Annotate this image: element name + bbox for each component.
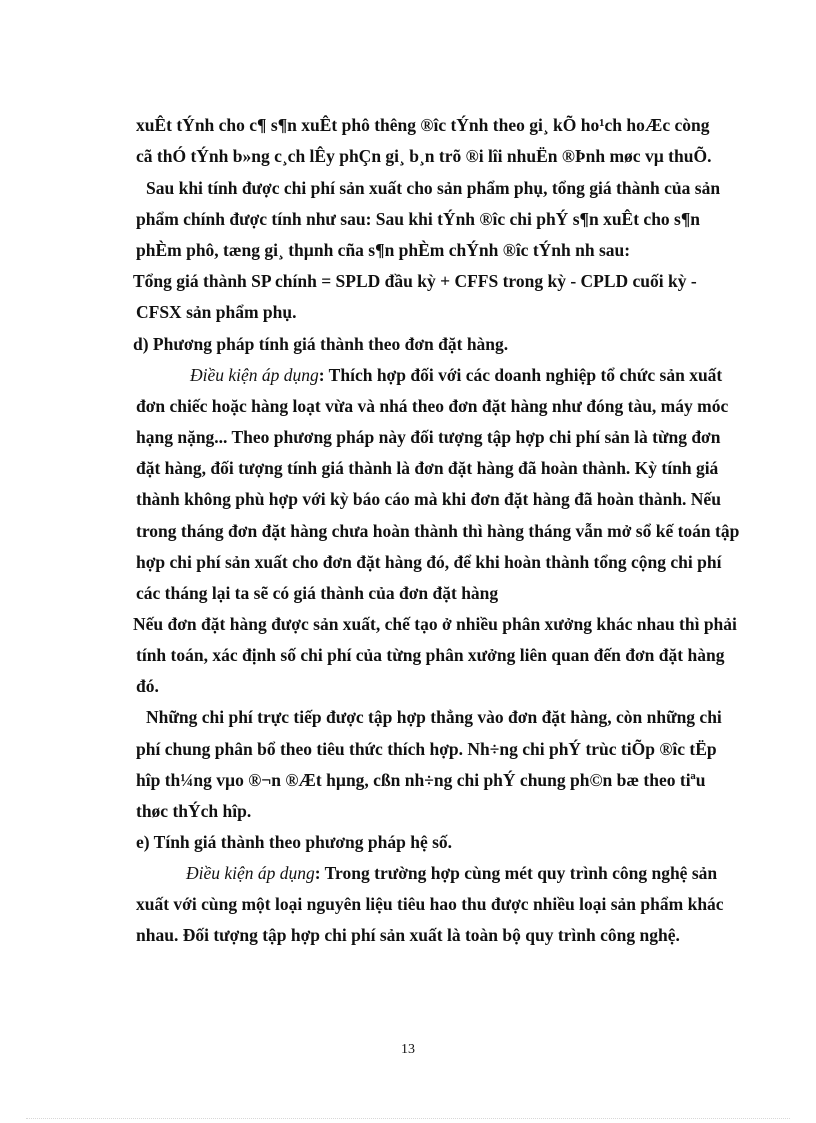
text-line: xuất với cùng một loại nguyên liệu tiêu hao thu được nhiều loại sản phẩm khác xyxy=(136,894,724,914)
text-line: phí chung phân bổ theo tiêu thức thích hợp. Nh÷ng chi phÝ trùc tiÕp ®îc tËp xyxy=(136,739,717,759)
text-line: phÈm phô, tæng gi¸ thµnh cña s¶n phÈm chÝnh ®îc tÝnh nh sau: xyxy=(136,240,631,260)
text-line: hîp th¼ng vµo ®¬n ®Æt hµng, cßn nh÷ng chi phÝ chung ph©n bæ theo tiªu xyxy=(136,770,706,790)
text-line: Nếu đơn đặt hàng được sản xuất, chế tạo ở nhiều phân xưởng khác nhau thì phải xyxy=(133,614,737,634)
text-line: cã thÓ tÝnh b»ng c¸ch lÊy phÇn gi¸ b¸n trõ ®i lîi nhuËn ®Þnh møc vµ thuÕ. xyxy=(136,146,712,166)
section-heading: e) Tính giá thành theo phương pháp hệ số. xyxy=(136,832,453,852)
text-line: Những chi phí trực tiếp được tập hợp thẳng vào đơn đặt hàng, còn những chi xyxy=(146,707,722,727)
text-line xyxy=(186,862,717,884)
text-line: các tháng lại ta sẽ có giá thành của đơn đặt hàng xyxy=(136,583,499,603)
text-line: CFSX sản phẩm phụ. xyxy=(136,302,297,322)
text-line: đặt hàng, đối tượng tính giá thành là đơn đặt hàng đã hoàn thành. Kỳ tính giá xyxy=(136,458,719,478)
text-line: đơn chiếc hoặc hàng loạt vừa và nhá theo đơn đặt hàng như đóng tàu, máy móc xyxy=(136,396,729,416)
text-line xyxy=(190,364,722,386)
text-line: thøc thÝch hîp. xyxy=(136,801,252,821)
text-line: phẩm chính được tính như sau: Sau khi tÝnh ®îc chi phÝ s¶n xuÊt cho s¶n xyxy=(136,209,701,229)
text-line: thành không phù hợp với kỳ báo cáo mà khi đơn đặt hàng đã hoàn thành. Nếu xyxy=(136,489,721,509)
text-line: trong tháng đơn đặt hàng chưa hoàn thành thì hàng tháng vẫn mở sổ kế toán tập xyxy=(136,521,740,541)
text-span: : Trong trường hợp cùng mét quy trình công nghệ sản xyxy=(314,863,718,883)
text-line: hạng nặng... Theo phương pháp này đối tượng tập hợp chi phí sản là từng đơn xyxy=(136,427,721,447)
footer-divider xyxy=(26,1118,790,1119)
text-line: Tổng giá thành SP chính = SPLD đầu kỳ + CFFS trong kỳ - CPLD cuối kỳ - xyxy=(133,271,697,291)
text-line: hợp chi phí sản xuất cho đơn đặt hàng đó, để khi hoàn thành tổng cộng chi phí xyxy=(136,552,722,572)
text-line: Sau khi tính được chi phí sản xuất cho sản phẩm phụ, tổng giá thành của sản xyxy=(146,178,721,198)
text-line: đó. xyxy=(136,676,159,696)
text-line: xuÊt tÝnh cho c¶ s¶n xuÊt phô thêng ®îc tÝnh theo gi¸ kÕ ho¹ch hoÆc còng xyxy=(136,115,710,135)
page-number: 13 xyxy=(401,1042,415,1057)
text-span: : Thích hợp đối với các doanh nghiệp tổ chức sản xuất xyxy=(318,365,723,385)
italic-term: Điều kiện áp dụng xyxy=(186,863,315,883)
italic-term: Điều kiện áp dụng xyxy=(190,365,319,385)
text-line: tính toán, xác định số chi phí của từng phân xưởng liên quan đến đơn đặt hàng xyxy=(136,645,725,665)
section-heading: d) Phương pháp tính giá thành theo đơn đặt hàng. xyxy=(133,334,509,354)
text-line: nhau. Đối tượng tập hợp chi phí sản xuất là toàn bộ quy trình công nghệ. xyxy=(136,925,680,945)
